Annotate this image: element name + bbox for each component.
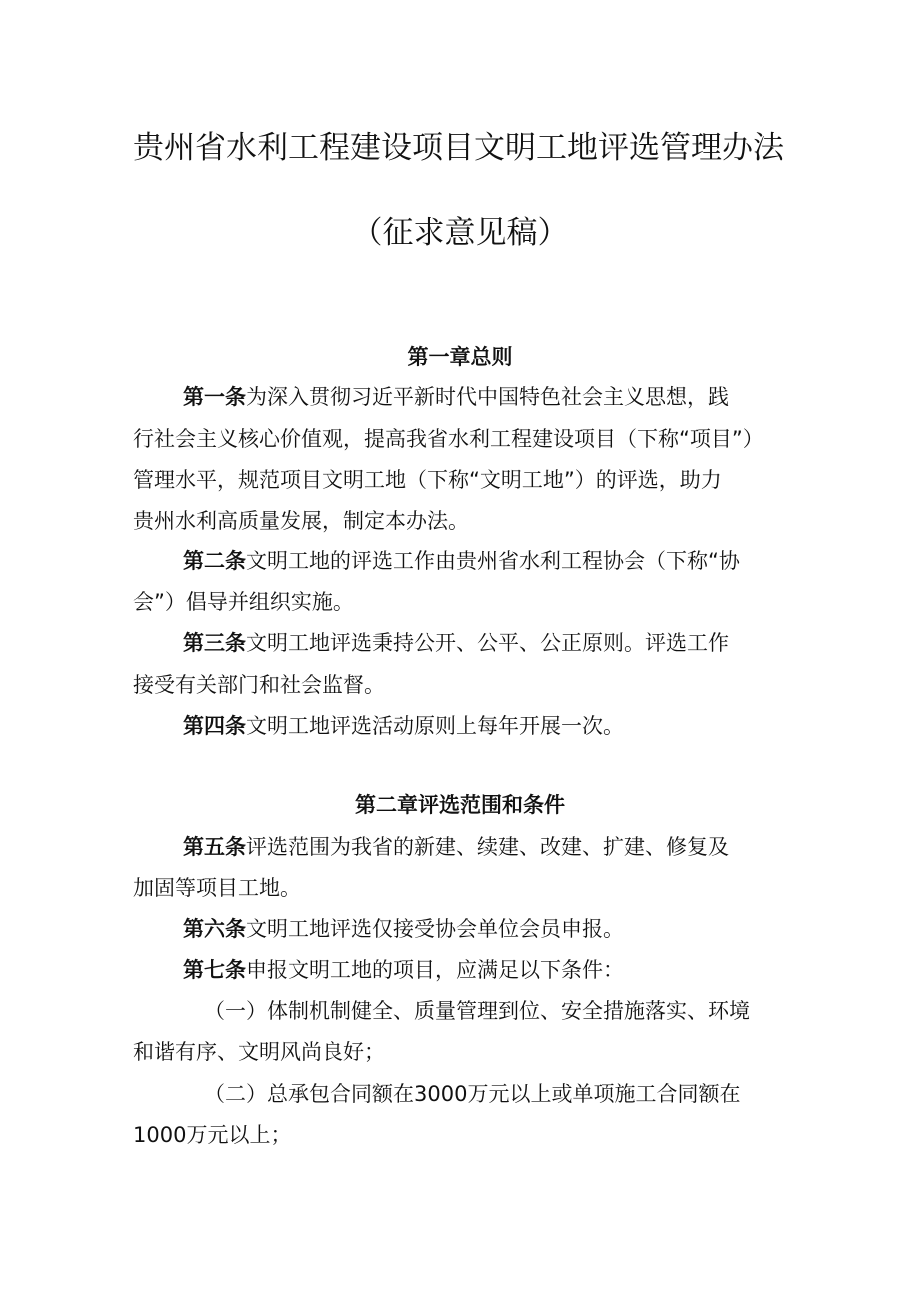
- article-text: 为深入贯彻习近平新时代中国特色社会主义思想，践: [246, 385, 729, 409]
- list-item-text: （一）体制机制健全、质量管理到位、安全措施落实、环境: [204, 999, 750, 1023]
- article-text: 文明工地评选秉持公开、公平、公正原则。评选工作: [246, 631, 729, 655]
- article-text: 管理水平，规范项目文明工地（下称“文明工地”）的评选，助力: [133, 468, 722, 492]
- article-line: [183, 832, 729, 862]
- article-label: 第七条: [183, 958, 246, 982]
- article-line: [183, 546, 740, 576]
- article-text: 贵州水利高质量发展，制定本办法。: [133, 509, 469, 533]
- article-line: [183, 711, 624, 741]
- article-text: 接受有关部门和社会监督。: [133, 673, 385, 697]
- article-text: 文明工地的评选工作由贵州省水利工程协会（下称“协: [246, 549, 740, 573]
- list-item-text: （二）总承包合同额在3000万元以上或单项施工合同额在: [204, 1082, 741, 1106]
- article-line: [183, 628, 729, 658]
- article-text: 加固等项目工地。: [133, 876, 301, 900]
- article-text: 评选范围为我省的新建、续建、改建、扩建、修复及: [246, 835, 729, 859]
- chapter-heading: 第一章总则: [407, 345, 513, 369]
- article-line: [183, 914, 624, 944]
- article-label: 第三条: [183, 631, 246, 655]
- article-text: 文明工地评选仅接受协会单位会员申报。: [246, 917, 624, 941]
- article-label: 第五条: [183, 835, 246, 859]
- document-subtitle: [0, 207, 920, 252]
- article-label: 第一条: [183, 385, 246, 409]
- article-line: [183, 955, 624, 985]
- article-text: 行社会主义核心价值观，提高我省水利工程建设项目（下称“项目”）: [133, 427, 764, 451]
- document-title: 贵州省水利工程建设项目文明工地评选管理办法: [133, 130, 784, 166]
- article-text: 会”）倡导并组织实施。: [133, 590, 354, 614]
- article-text: 申报文明工地的项目，应满足以下条件：: [246, 958, 624, 982]
- article-line: [183, 382, 729, 412]
- list-item-text: 和谐有序、文明风尚良好；: [133, 1040, 385, 1064]
- list-item-text: 1000万元以上；: [133, 1123, 292, 1147]
- article-label: 第六条: [183, 917, 246, 941]
- chapter-heading: 第二章评选范围和条件: [355, 793, 565, 817]
- article-text: 文明工地评选活动原则上每年开展一次。: [246, 714, 624, 738]
- article-label: 第二条: [183, 549, 246, 573]
- article-label: 第四条: [183, 714, 246, 738]
- subtitle-text: （征求意见稿）: [351, 215, 569, 251]
